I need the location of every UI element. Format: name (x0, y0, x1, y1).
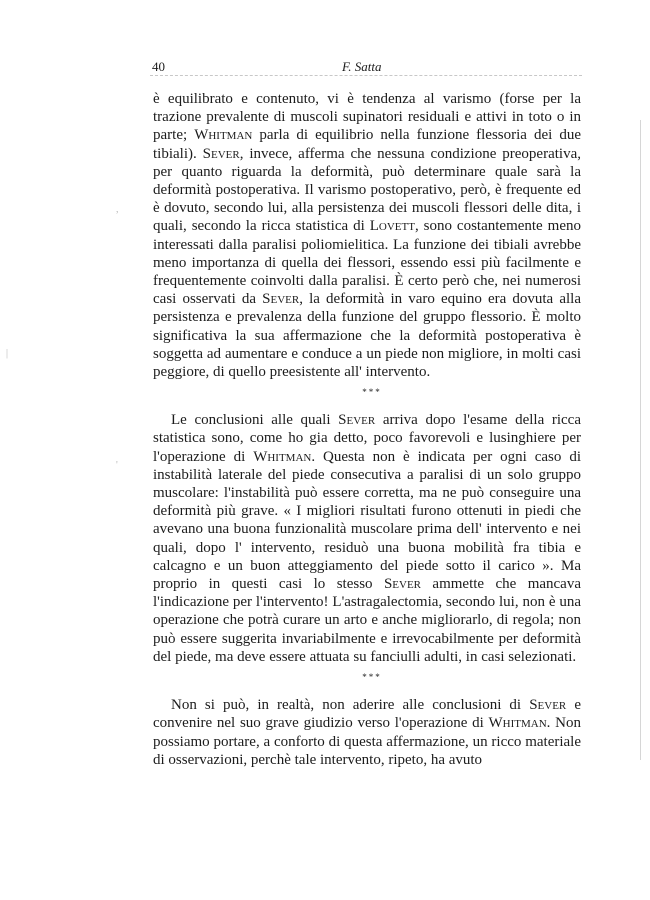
text-run: ammette che mancava l'indicazione per l'intervento! L'astragalectomia, secondo lui, non è una operazione che potrà curare un arto e anche migliorarlo, di regola; non può essere suggerita invariabilmente e irrevocabilmente per deformità del piede, ma deve essere attuata su fanciulli adulti, in casi selezionati. (153, 576, 582, 665)
margin-speck-mark: , (116, 204, 119, 215)
section-separator: *** (362, 672, 382, 683)
text-run: parla di equilibrio nella funzione flessoria dei due tibiali). (153, 127, 581, 162)
paragraph (153, 411, 581, 666)
text-run: e convenire nel suo grave giudizio verso l'operazione di (153, 697, 581, 732)
paragraph (153, 90, 581, 381)
text-run: , la deformità in varo equino era dovuta alla persistenza e prevalenza della funzione del gruppo flessorio. È molto significativa la sua affermazione che la deformità postoperativa è soggetta ad aumentare e conduce a un piede non migliore, in molti casi peggiore, di quello preesistente all' intervento. (153, 291, 581, 381)
running-head (150, 56, 590, 78)
author-name: Whitman (194, 127, 253, 144)
author-name: Sever (383, 576, 422, 593)
author-name: Sever (338, 412, 376, 429)
author-name: Whitman (253, 448, 312, 465)
author-name: Lovett (369, 218, 415, 235)
text-run: Le conclusioni alle quali (171, 412, 339, 429)
text-run: arriva dopo l'esame della ricca statistica sono, come ho gia detto, poco favorevoli e lusinghiere per l'operazione di (153, 412, 581, 465)
running-head-rule (150, 75, 582, 76)
page-number: 40 (152, 59, 165, 74)
margin-speck-mark: ' (116, 460, 118, 471)
text-run: . Non possiamo portare, a conforto di questa affermazione, un ricco materiale di osservazioni, perchè tale intervento, ripeto, ha avuto (153, 715, 581, 768)
text-run: . Questa non è indicata per ogni caso di instabilità laterale del piede consecutiva a paralisi di un solo gruppo muscolare: l'instabilità può essere corretta, ma ne può conseguire una deformità più grave. « I migliori risultati furono ottenuti in piedi che avevano una buona funzionalità muscolare prima dell' intervento e nei quali, dopo l' intervento, residuò una buona mobilità fra tibia e calcagno e un buon atteggiamento del piede sotto il carico ». Ma proprio in questi casi lo stesso (153, 448, 581, 593)
author-name: Sever (529, 697, 567, 714)
paragraph (153, 696, 581, 769)
body-text (153, 90, 581, 769)
section-gap (153, 688, 581, 696)
running-head-author: F. Satta (342, 59, 382, 74)
page-edge-shadow (640, 120, 641, 760)
text-run: Non si può, in realtà, non aderire alle conclusioni di (171, 697, 530, 714)
text-run: , invece, afferma che nessuna condizione preoperativa, per quanto riguarda la deformità, può determinare quale sarà la deformità postoperativa. Il varismo postoperativo, però, è frequente ed è dovuto, secondo lui, alla persistenza dei muscoli flessori delle dita, i quali, secondo la ricca statistica di (153, 145, 581, 235)
author-name: Sever (262, 291, 300, 308)
text-run: , sono costantemente meno interessati dalla paralisi poliomielitica. La funzione dei tibiali avrebbe meno importanza di quella dei flessori, essendo essi più facilmente e frequentemente coinvolti dalla paralisi. È certo però che, nei numerosi casi osservati da (153, 218, 581, 308)
margin-speck-mark: | (6, 348, 9, 359)
author-name: Whitman (488, 715, 547, 732)
text-run: è equilibrato e contenuto, vi è tendenza al varismo (forse per la trazione prevalente di muscoli supinatori residuali e attivi in toto o in parte; (153, 91, 581, 144)
section-gap (153, 403, 581, 411)
section-separator: *** (362, 387, 382, 398)
author-name: Sever (202, 145, 240, 162)
